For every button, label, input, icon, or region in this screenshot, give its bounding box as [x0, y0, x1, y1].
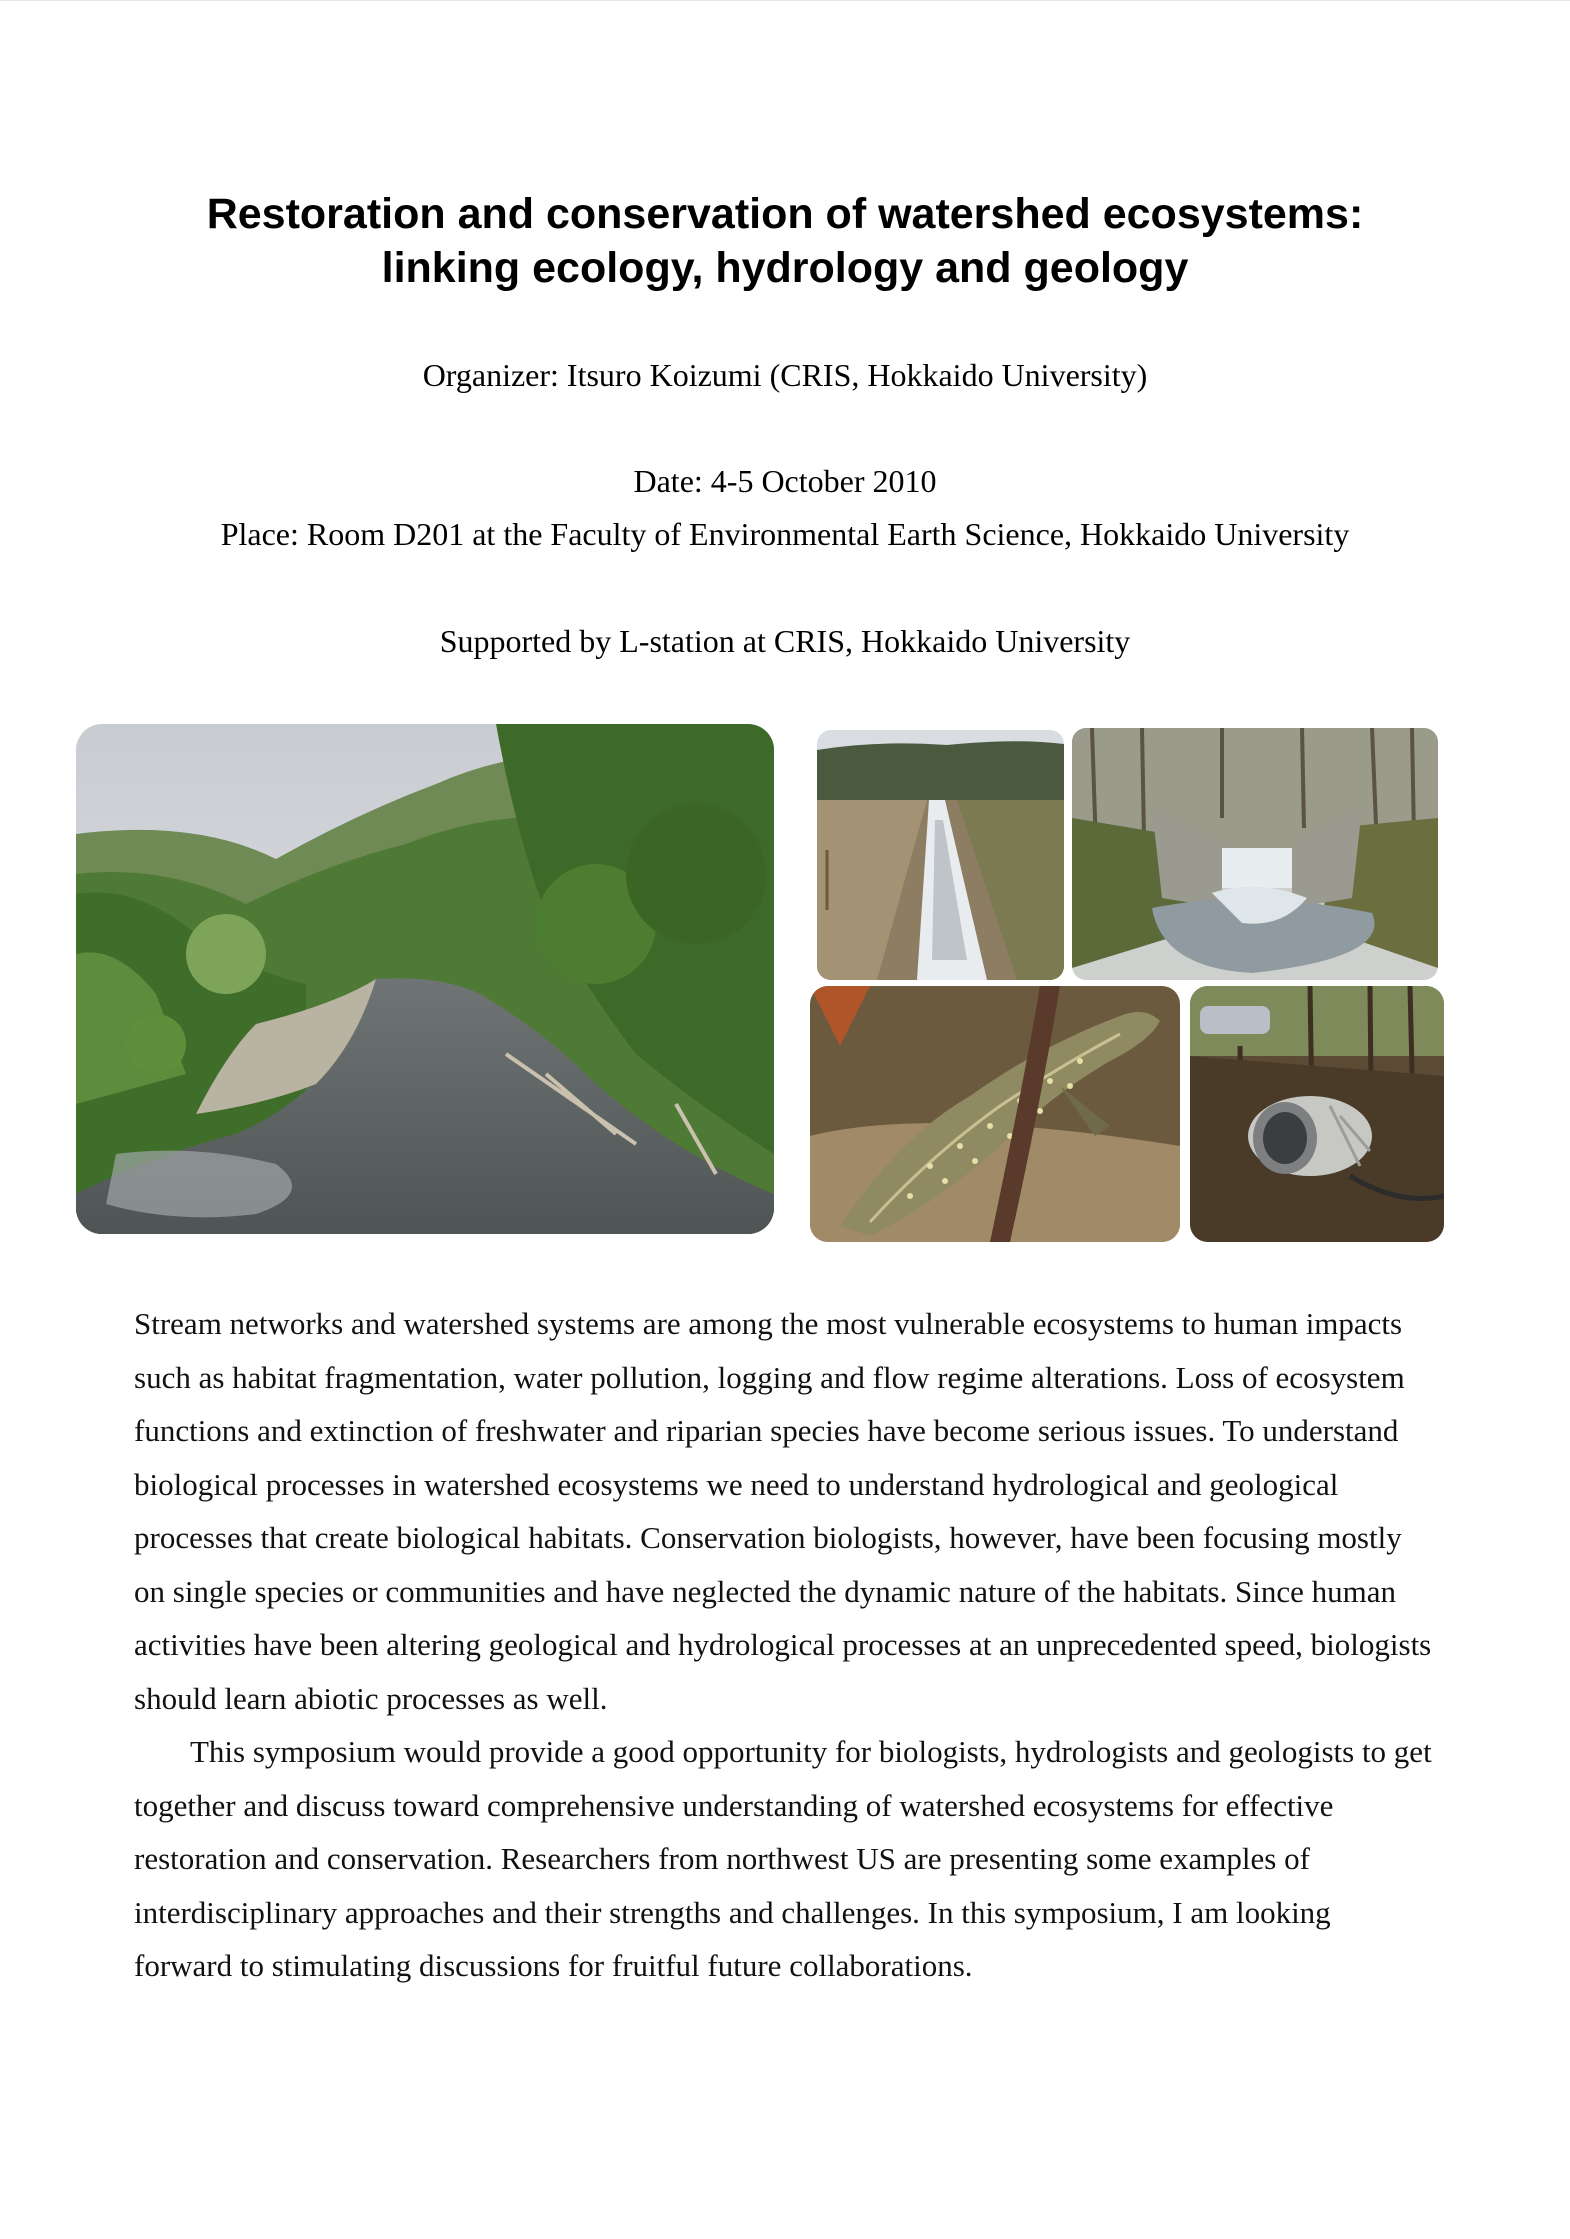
- support-line: Supported by L-station at CRIS, Hokkaido University: [439, 623, 1131, 659]
- culvert-photo: [1190, 986, 1444, 1242]
- river-valley-photo: [76, 724, 774, 1234]
- body-paragraph-2: This symposium would provide a good opportunity for biologists, hydrologists and geologists to get together and discuss toward comprehensive understanding of watershed ecosystems for effective restoration and conservation. Researchers from northwest US are presenting some examples of interdisciplinary approaches and their strengths and challenges. In this symposium, I am looking forward to stimulating discussions for fruitful future collaborations.: [134, 1734, 1432, 1983]
- document-title: [0, 187, 1570, 295]
- place-line: Place: Room D201 at the Faculty of Environmental Earth Science, Hokkaido University: [220, 516, 1350, 552]
- char-fish-photo: [810, 986, 1180, 1242]
- body-paragraph-1: Stream networks and watershed systems are among the most vulnerable ecosystems to human impacts such as habitat fragmentation, water pollution, logging and flow regime alterations. Loss of ecosystem functions and extinction of freshwater and riparian species have become serious issues. To understand biological processes in watershed ecosystems we need to understand hydrological and geological processes that create biological habitats. Conservation biologists, however, have been focusing mostly on single species or communities and have neglected the dynamic nature of the habitats. Since human activities have been altering geological and hydrological processes at an unprecedented speed, biologists should learn abiotic processes as well.: [134, 1306, 1432, 1716]
- date-line: Date: 4-5 October 2010: [633, 463, 937, 499]
- drainage-ditch-photo: [817, 730, 1064, 980]
- title-line-2: linking ecology, hydrology and geology: [381, 244, 1189, 292]
- organizer-line: Organizer: Itsuro Koizumi (CRIS, Hokkaido University): [422, 357, 1148, 393]
- title-line-1: Restoration and conservation of watershed ecosystems:: [206, 190, 1364, 238]
- body-text: [134, 1297, 1434, 1993]
- check-dam-photo: [1072, 728, 1438, 980]
